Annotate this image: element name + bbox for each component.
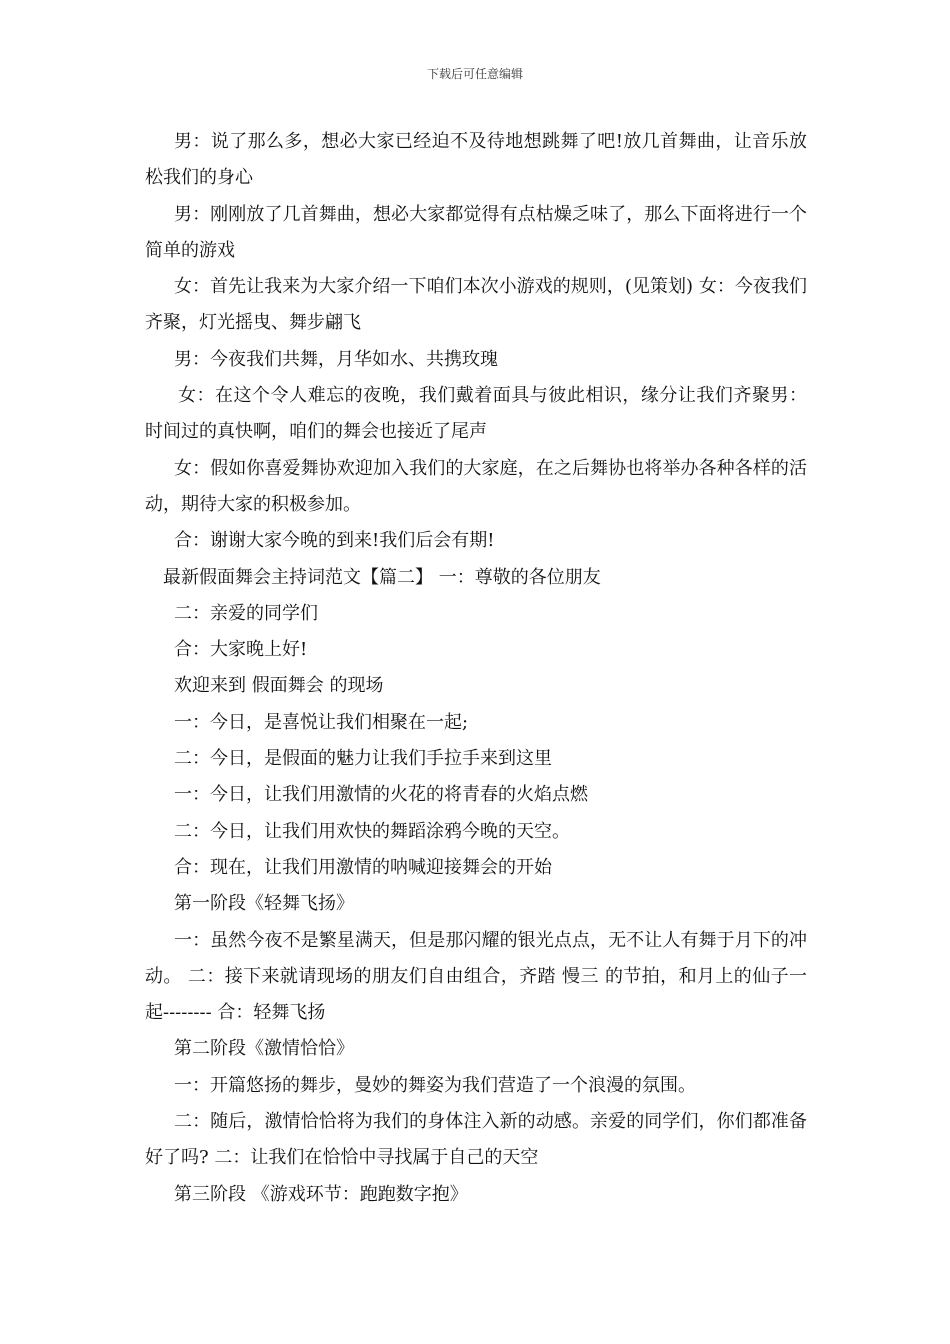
section-heading: 第一阶段《轻舞飞扬》 [174,893,354,915]
page-header: 下载后可任意编辑 [426,67,523,81]
paragraph: 一：开篇悠扬的舞步，曼妙的舞姿为我们营造了一个浪漫的氛围。 [174,1074,696,1096]
paragraph: 二：亲爱的同学们 [174,602,318,624]
paragraph: 最新假面舞会主持词范文【篇二】 一：尊敬的各位朋友 [163,566,601,588]
paragraph: 一：今日，是喜悦让我们相聚在一起; [174,711,469,733]
paragraph: 男：说了那么多，想必大家已经迫不及待地想跳舞了吧!放几首舞曲，让音乐放松我们的身心 [145,131,807,189]
paragraph: 一：今日，让我们用激情的火花的将青春的火焰点燃 [174,784,588,806]
section-heading: 第三阶段 《游戏环节：跑跑数字抱》 [174,1183,468,1205]
paragraph: 合：大家晚上好! [174,639,308,661]
paragraph: 女：假如你喜爱舞协欢迎加入我们的大家庭，在之后舞协也将举办各种各样的活动，期待大家的积极参加。 [145,457,807,515]
paragraph: 二：今日，是假面的魅力让我们手拉手来到这里 [174,748,552,770]
paragraph: 男：刚刚放了几首舞曲，想必大家都觉得有点枯燥乏味了，那么下面将进行一个简单的游戏 [145,203,807,261]
paragraph: 二：今日，让我们用欢快的舞蹈涂鸦今晚的天空。 [174,820,570,842]
paragraph: 二：随后，激情恰恰将为我们的身体注入新的动感。亲爱的同学们，你们都准备好了吗? 二：让我们在恰恰中寻找属于自己的天空 [145,1111,807,1169]
paragraph: 男：今夜我们共舞，月华如水、共携玫瑰 [174,348,498,370]
paragraph: 女：在这个令人难忘的夜晚，我们戴着面具与彼此相识，缘分让我们齐聚男：时间过的真快啊，咱们的舞会也接近了尾声 [145,385,807,443]
paragraph: 一：虽然今夜不是繁星满天，但是那闪耀的银光点点，无不让人有舞于月下的冲动。 二：接下来就请现场的朋友们自由组合，齐踏 慢三 的节拍，和月上的仙子一起-------- 合：轻舞飞扬 [145,929,807,1024]
paragraph: 欢迎来到 假面舞会 的现场 [174,675,384,697]
document-body [145,124,807,1213]
paragraph: 合：谢谢大家今晚的到来!我们后会有期! [174,530,495,552]
paragraph: 合：现在，让我们用激情的呐喊迎接舞会的开始 [174,856,552,878]
section-heading: 第二阶段《激情恰恰》 [174,1038,354,1060]
paragraph: 女：首先让我来为大家介绍一下咱们本次小游戏的规则，(见策划) 女：今夜我们齐聚，灯光摇曳、舞步翩飞 [145,276,807,334]
